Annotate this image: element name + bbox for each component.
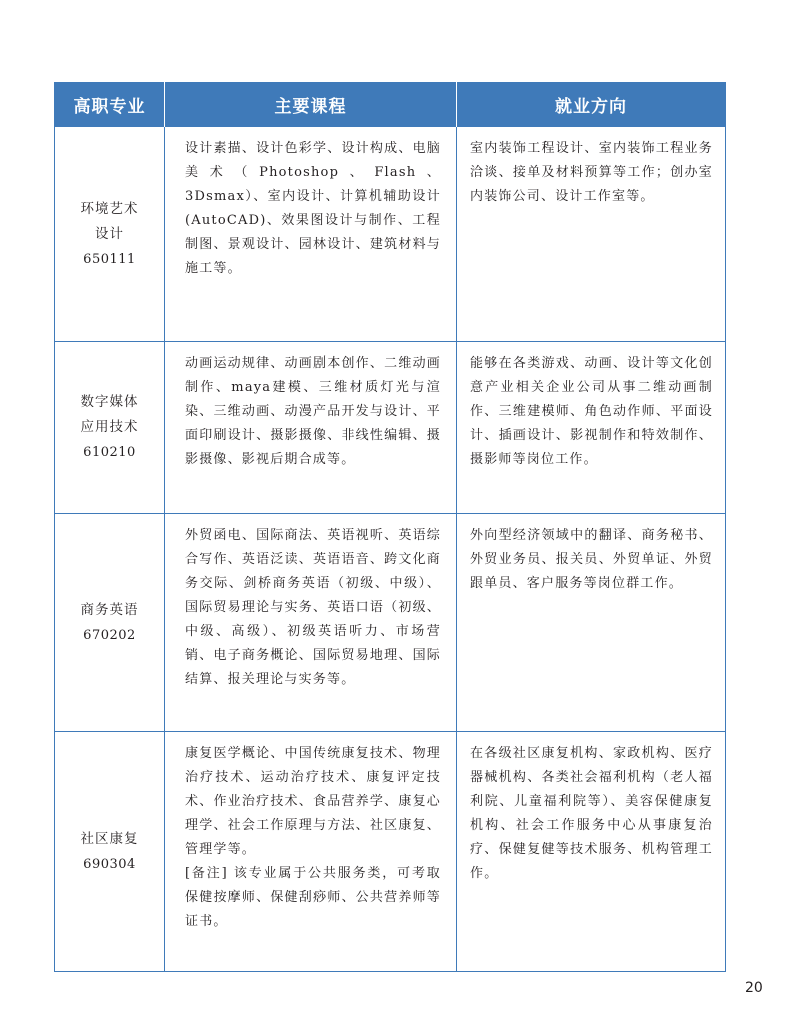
major-code: 670202 [83, 627, 136, 643]
major-code: 650111 [83, 251, 136, 267]
table-row [55, 342, 726, 514]
jobs-cell: 外向型经济领域中的翻译、商务秘书、外贸业务员、报关员、外贸单证、外贸跟单员、客户服务等岗位群工作。 [457, 514, 726, 732]
major-cell [55, 732, 165, 972]
jobs-cell: 室内装饰工程设计、室内装饰工程业务洽谈、接单及材料预算等工作；创办室内装饰公司、设计工作室等。 [457, 127, 726, 342]
jobs-cell: 能够在各类游戏、动画、设计等文化创意产业相关企业公司从事二维动画制作、三维建模师、角色动作师、平面设计、插画设计、影视制作和特效制作、摄影师等岗位工作。 [457, 342, 726, 514]
major-cell [55, 514, 165, 732]
courses-cell [165, 732, 457, 972]
major-cell [55, 127, 165, 342]
header-courses: 主要课程 [165, 82, 457, 127]
major-code: 690304 [83, 856, 136, 872]
table-header-row [55, 82, 726, 127]
major-cell [55, 342, 165, 514]
table-row [55, 514, 726, 732]
major-code: 610210 [83, 445, 136, 460]
major-name: 环境艺术设计 [80, 200, 139, 242]
courses-cell: 设计素描、设计色彩学、设计构成、电脑美术（Photoshop、Flash、3Dsmax）、室内设计、计算机辅助设计(AutoCAD)、效果图设计与制作、工程制图、景观设计、园林设计、建筑材料与施工等。 [165, 127, 457, 342]
table-row [55, 732, 726, 972]
major-name: 数字媒体应用技术 [80, 394, 139, 435]
jobs-cell: 在各级社区康复机构、家政机构、医疗器械机构、各类社会福利机构（老人福利院、儿童福利院等）、美容保健康复机构、社会工作服务中心从事康复治疗、保健复健等技术服务、机构管理工作。 [457, 732, 726, 972]
courses-cell: 外贸函电、国际商法、英语视听、英语综合写作、英语泛读、英语语音、跨文化商务交际、剑桥商务英语（初级、中级）、国际贸易理论与实务、英语口语（初级、中级、高级）、初级英语听力、市场营销、电子商务概论、国际贸易地理、国际结算、报关理论与实务等。 [165, 514, 457, 732]
major-name: 社区康复 [80, 830, 139, 847]
major-name: 商务英语 [80, 601, 139, 618]
courses-note: [备注] 该专业属于公共服务类，可考取保健按摩师、保健刮痧师、公共营养师等证书。 [185, 866, 441, 929]
courses-cell: 动画运动规律、动画剧本创作、二维动画制作、maya建模、三维材质灯光与渲染、三维动画、动漫产品开发与设计、平面印刷设计、摄影摄像、非线性编辑、摄影摄像、影视后期合成等。 [165, 342, 457, 514]
table-row [55, 127, 726, 342]
programs-table-container [54, 82, 725, 972]
programs-table [54, 82, 726, 972]
header-jobs: 就业方向 [457, 82, 726, 127]
header-major: 高职专业 [55, 82, 165, 127]
courses-text: 康复医学概论、中国传统康复技术、物理治疗技术、运动治疗技术、康复评定技术、作业治疗技术、食品营养学、康复心理学、社会工作原理与方法、社区康复、管理学等。 [185, 746, 441, 857]
page-number: 20 [745, 980, 763, 996]
